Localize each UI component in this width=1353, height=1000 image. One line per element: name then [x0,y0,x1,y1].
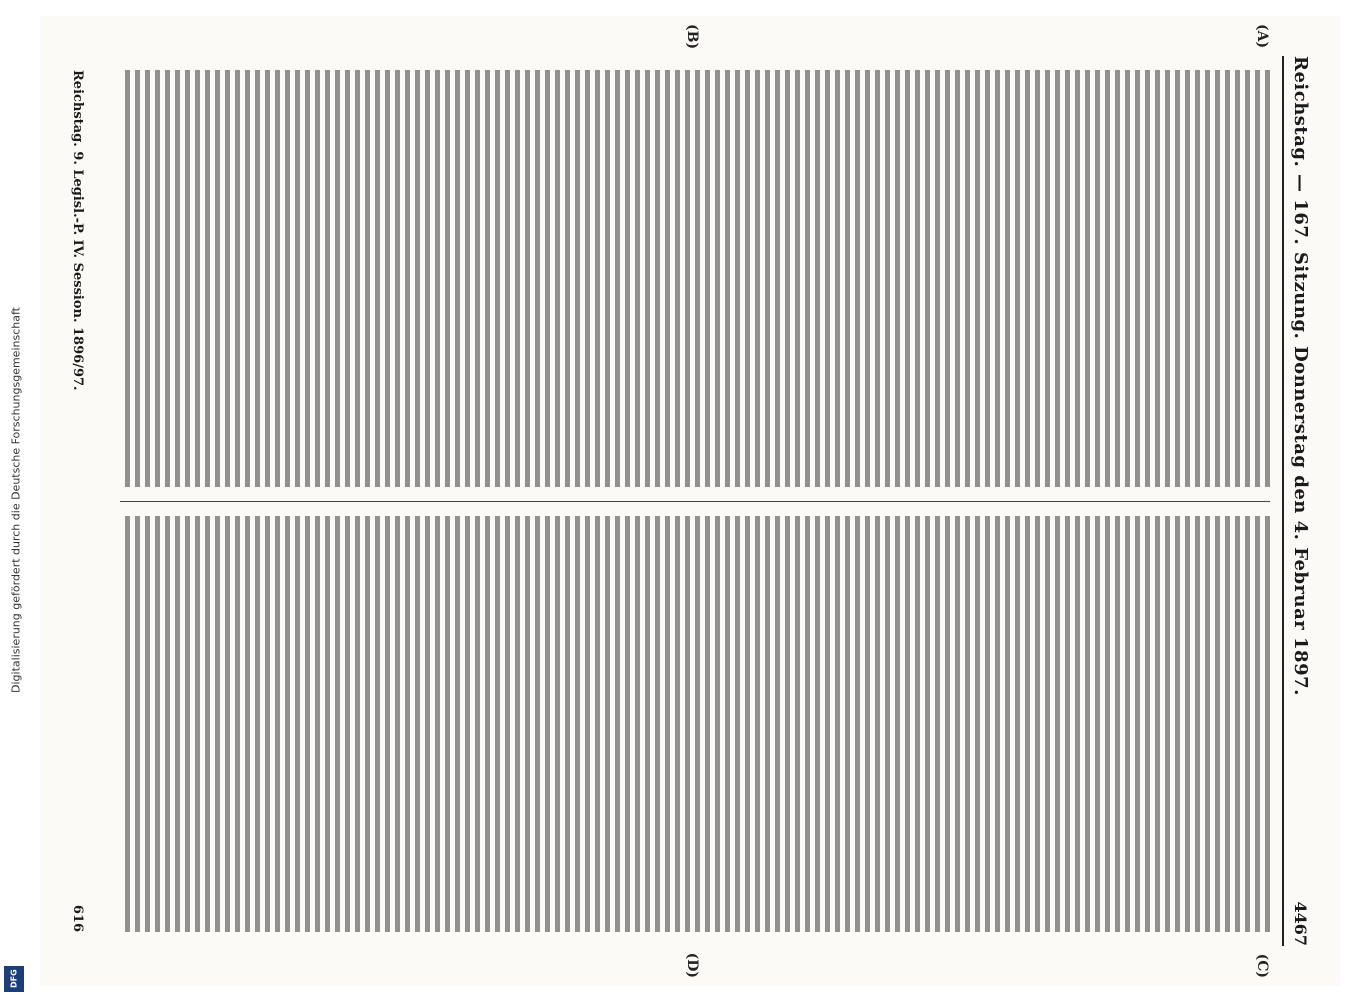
right-column-text-block [120,516,1270,933]
footer-sheet-number: 616 [70,904,85,932]
right-column [120,501,1270,947]
margin-marker-c: (C) [1254,953,1270,978]
header-title: Reichstag. — 167. Sitzung. Donnerstag den 4. Februar 1897. [1290,56,1312,696]
left-column-text-block [120,70,1270,487]
page-content [40,16,1340,986]
margin-marker-d: (D) [684,952,700,978]
page-header [1282,56,1318,946]
digitization-note [8,10,24,990]
text-columns [120,56,1270,946]
digitization-note-text: Digitalisierung gefördert durch die Deutsche Forschungsgemeinschaft [9,307,23,693]
page-footer [70,70,85,932]
margin-marker-a: (A) [1254,24,1270,49]
page-number: 4467 [1291,901,1311,946]
left-column [120,56,1270,501]
scanned-page [40,16,1340,986]
margin-marker-b: (B) [684,24,700,50]
footer-session-info: Reichstag. 9. Legisl.-P. IV. Session. 1896/97. [70,70,85,391]
dfg-logo: DFG [4,966,24,992]
